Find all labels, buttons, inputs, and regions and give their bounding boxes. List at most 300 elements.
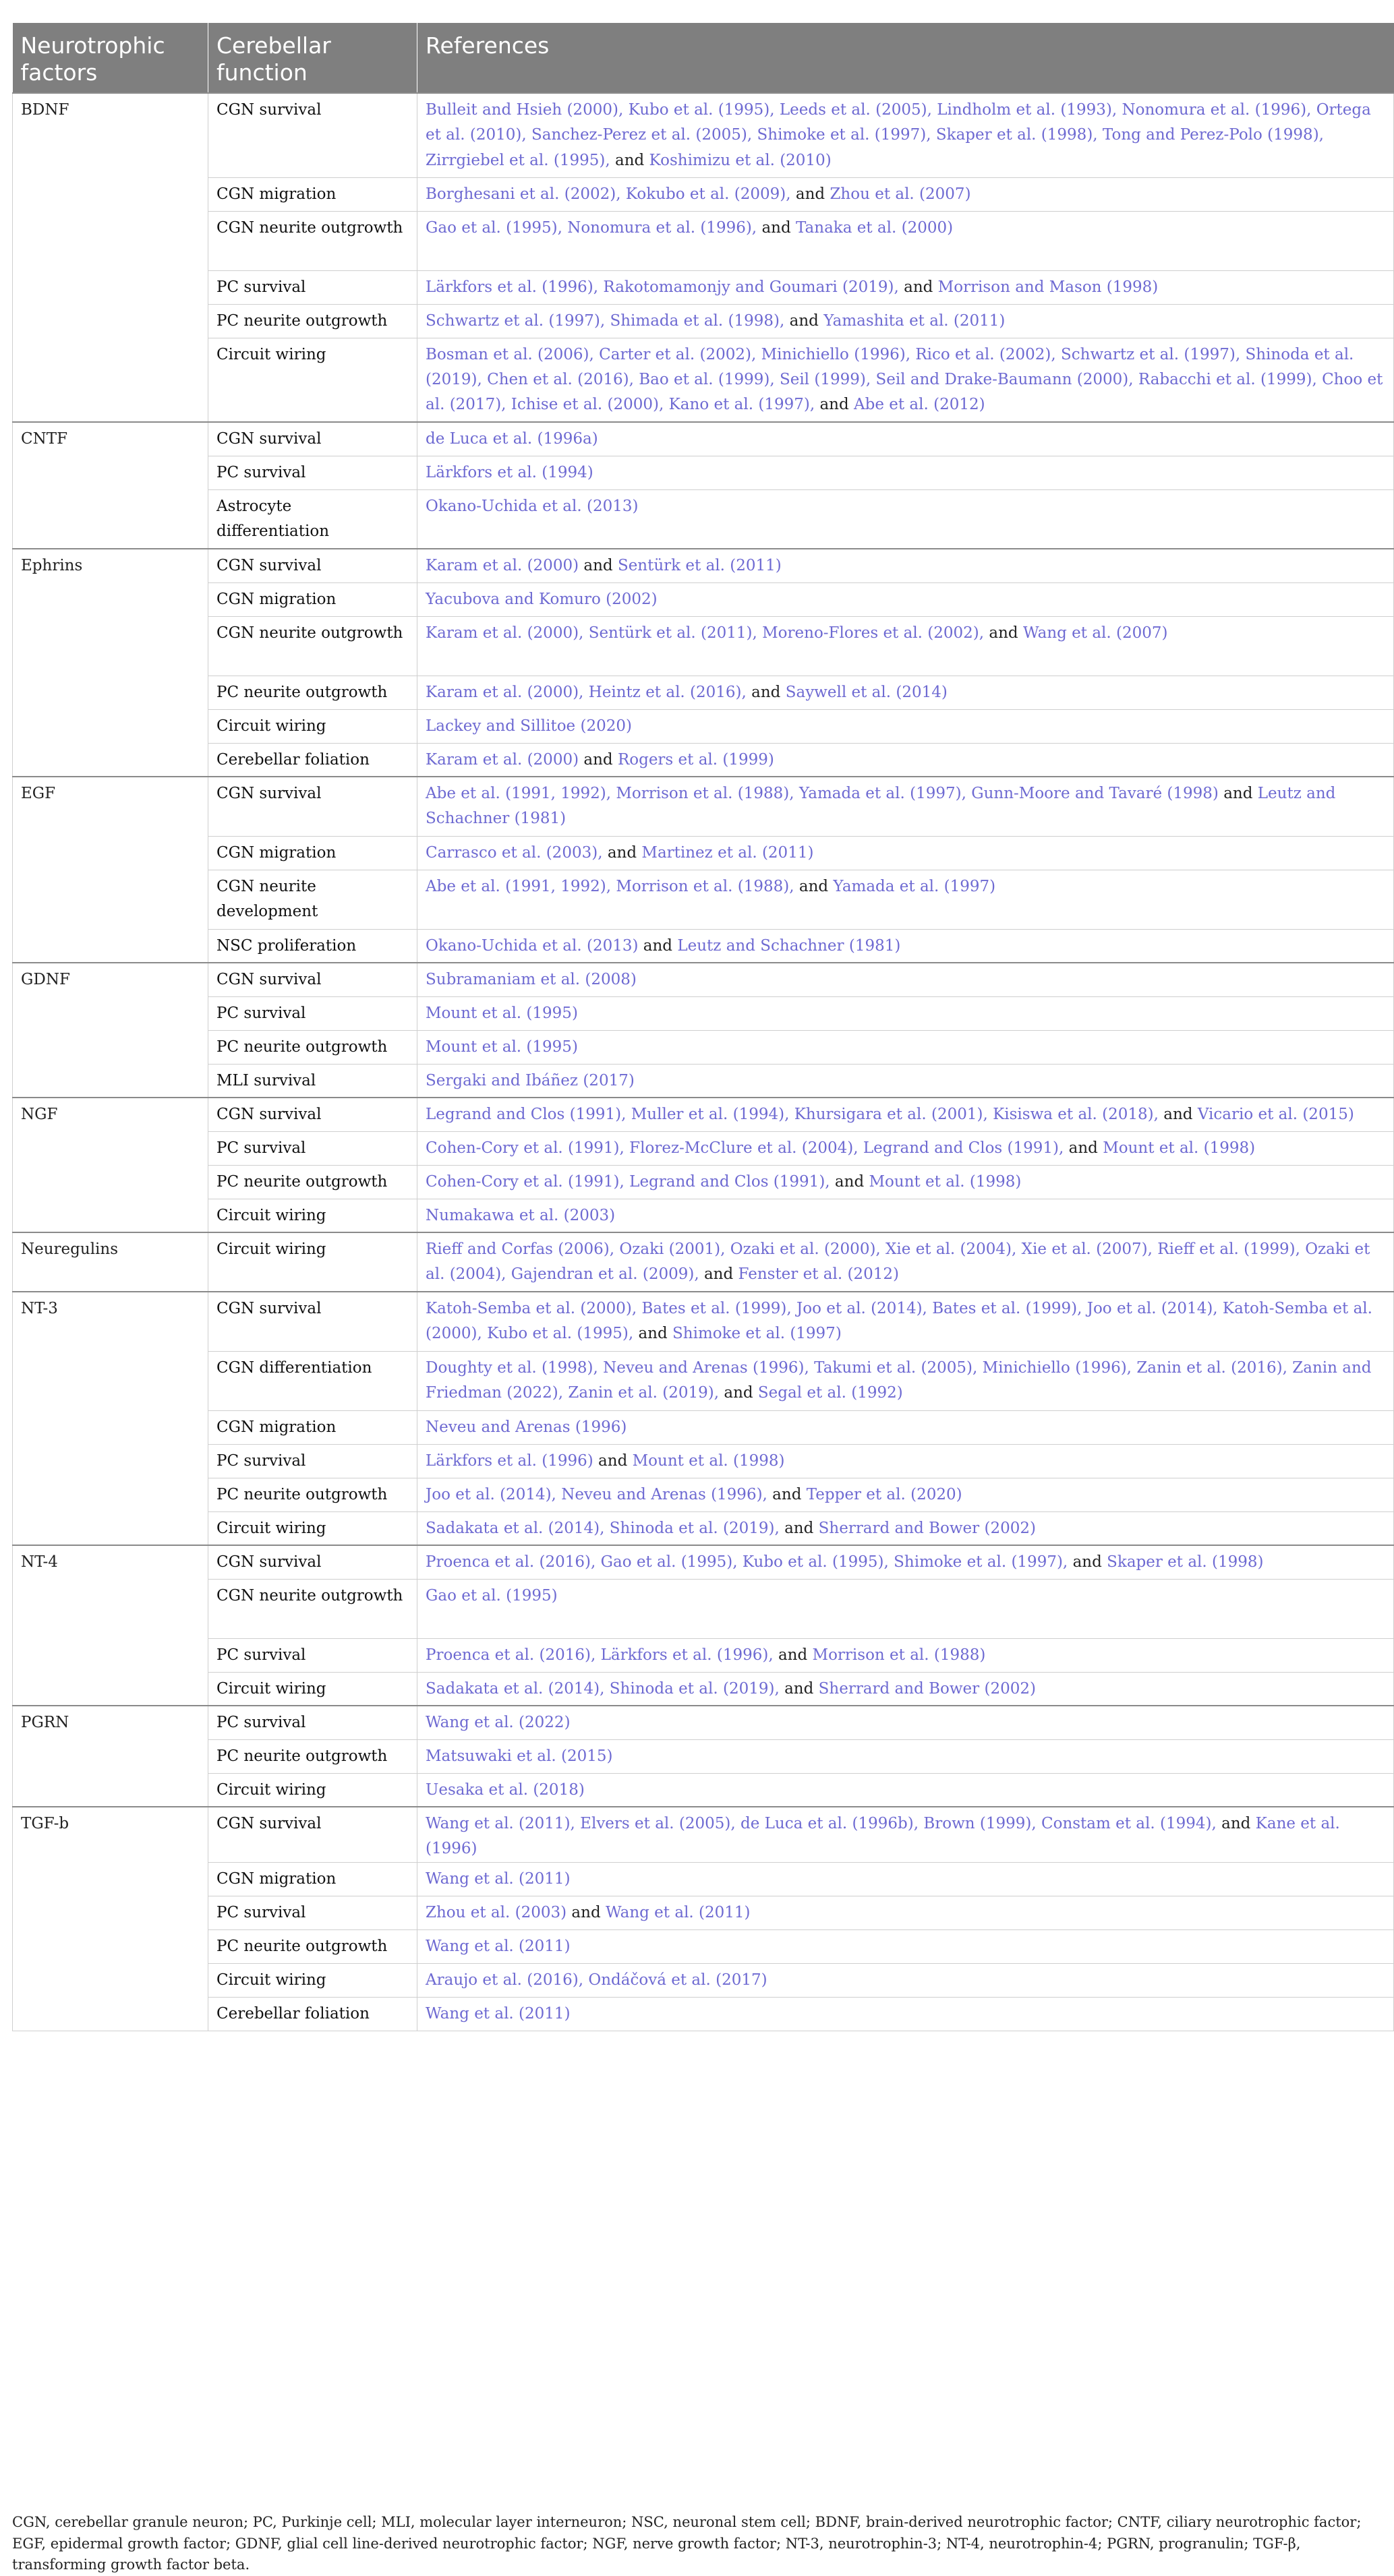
reference-link[interactable]: Gajendran et al. (2009), xyxy=(511,1265,699,1284)
references-table-container xyxy=(12,23,1393,2031)
table-row xyxy=(13,211,1394,270)
reference-link[interactable]: Lärkfors et al. (1996) xyxy=(426,1451,593,1470)
reference-link[interactable]: Wang et al. (2011) xyxy=(605,1903,751,1921)
table-row xyxy=(13,304,1394,338)
function-cell xyxy=(208,1131,417,1165)
function-cell xyxy=(208,270,417,304)
references-cell xyxy=(417,996,1394,1030)
reference-link[interactable]: Ondáčová et al. (2017) xyxy=(588,1971,767,1989)
references-cell xyxy=(417,549,1394,582)
factor-label: PGRN xyxy=(21,1714,69,1732)
references-cell xyxy=(417,1199,1394,1232)
reference-link[interactable]: Lärkfors et al. (1994) xyxy=(426,463,593,481)
reference-link[interactable]: Zirrgiebel et al. (1995), xyxy=(426,151,610,169)
reference-link[interactable]: Ichise et al. (2000), xyxy=(511,396,664,414)
references-cell xyxy=(417,1292,1394,1351)
references-cell xyxy=(417,676,1394,709)
reference-link[interactable]: de Luca et al. (1996a) xyxy=(426,430,598,448)
reference-link[interactable]: Schwartz et al. (1997), xyxy=(1061,345,1241,363)
reference-link[interactable]: Neveu and Arenas (1996) xyxy=(426,1418,627,1436)
reference-link[interactable]: Abe et al. (2012) xyxy=(854,396,985,414)
reference-link[interactable]: Numakawa et al. (2003) xyxy=(426,1206,616,1224)
function-label: Circuit wiring xyxy=(216,1971,326,1989)
reference-link[interactable]: Segal et al. (1992) xyxy=(757,1383,903,1402)
factor-label: GDNF xyxy=(21,971,70,989)
table-row xyxy=(13,777,1394,836)
reference-link[interactable]: Abe et al. (1991, 1992), xyxy=(426,877,612,895)
function-label: Circuit wiring xyxy=(216,1240,326,1259)
reference-link[interactable]: Proenca et al. (2016), xyxy=(426,1553,596,1571)
reference-link[interactable]: Xie et al. (2007), xyxy=(1021,1240,1153,1259)
function-cell xyxy=(208,338,417,422)
reference-link[interactable]: Yacubova and Komuro (2002) xyxy=(426,590,658,608)
reference-link[interactable]: Mount et al. (1995) xyxy=(426,1038,578,1056)
reference-link[interactable]: Okano-Uchida et al. (2013) xyxy=(426,936,639,955)
reference-link[interactable]: Nonomura et al. (1996), xyxy=(567,218,757,237)
reference-link[interactable]: Rabacchi et al. (1999), xyxy=(1138,370,1317,388)
table-row xyxy=(13,1706,1394,1739)
factor-cell xyxy=(13,1706,208,1807)
reference-link[interactable]: Leutz and Schachner (1981) xyxy=(677,936,901,955)
reference-link[interactable]: Lärkfors et al. (1996), xyxy=(600,1646,774,1664)
connector-text: and xyxy=(751,683,786,701)
reference-link[interactable]: Choo et al. (2017), xyxy=(426,370,1383,414)
references-cell xyxy=(417,1997,1394,2031)
table-row xyxy=(13,1672,1394,1706)
reference-link[interactable]: Lindholm et al. (1993), xyxy=(937,101,1117,119)
reference-link[interactable]: Vicario et al. (2015) xyxy=(1197,1106,1354,1124)
connector-text: and xyxy=(784,1679,819,1698)
function-cell xyxy=(208,1030,417,1064)
function-cell xyxy=(208,777,417,836)
reference-link[interactable]: Leeds et al. (2005), xyxy=(779,101,932,119)
table-row xyxy=(13,1896,1394,1929)
reference-link[interactable]: Wang et al. (2011) xyxy=(426,2004,571,2023)
reference-link[interactable]: Lackey and Sillitoe (2020) xyxy=(426,717,632,735)
function-label: PC neurite outgrowth xyxy=(216,311,388,330)
function-cell xyxy=(208,1232,417,1292)
reference-link[interactable]: Carrasco et al. (2003), xyxy=(426,843,603,862)
reference-link[interactable]: Xie et al. (2004), xyxy=(885,1240,1017,1259)
reference-link[interactable]: Shinoda et al. (2019), xyxy=(426,345,1354,388)
function-cell xyxy=(208,836,417,870)
reference-link[interactable]: Legrand and Clos (1991), xyxy=(426,1106,627,1124)
function-cell xyxy=(208,1444,417,1478)
function-label: CGN migration xyxy=(216,1869,337,1888)
function-cell xyxy=(208,963,417,996)
reference-link[interactable]: Minichiello (1996), xyxy=(761,345,911,363)
reference-link[interactable]: Kano et al. (1997), xyxy=(668,396,815,414)
connector-text: and xyxy=(761,218,796,237)
reference-link[interactable]: Rieff and Corfas (2006), xyxy=(426,1240,615,1259)
factor-cell xyxy=(13,549,208,777)
reference-link[interactable]: Constam et al. (1994), xyxy=(1041,1815,1217,1833)
function-label: PC survival xyxy=(216,1451,306,1470)
reference-link[interactable]: Okano-Uchida et al. (2013) xyxy=(426,497,639,515)
reference-link[interactable]: Kane et al. (1996) xyxy=(426,1815,1340,1858)
function-label: PC neurite outgrowth xyxy=(216,1937,388,1955)
references-cell xyxy=(417,1862,1394,1896)
function-label: Cerebellar foliation xyxy=(216,2004,370,2023)
reference-link[interactable]: Araujo et al. (2016), xyxy=(426,1971,584,1989)
table-row xyxy=(13,1478,1394,1511)
reference-link[interactable]: Koshimizu et al. (2010) xyxy=(649,151,832,169)
reference-link[interactable]: Tong and Perez-Polo (1998), xyxy=(1102,126,1324,144)
reference-link[interactable]: Neveu and Arenas (1996), xyxy=(561,1485,767,1503)
function-cell xyxy=(208,422,417,456)
reference-link[interactable]: Bulleit and Hsieh (2000), xyxy=(426,101,624,119)
function-cell xyxy=(208,1896,417,1929)
reference-link[interactable]: Gunn-Moore and Tavaré (1998) xyxy=(971,785,1219,803)
factor-label: BDNF xyxy=(21,101,69,119)
factor-label: CNTF xyxy=(21,430,68,448)
function-cell xyxy=(208,1511,417,1545)
function-label: CGN neurite outgrowth xyxy=(216,218,403,237)
reference-link[interactable]: Wang et al. (2022) xyxy=(426,1714,571,1732)
function-label: CGN neurite development xyxy=(216,877,318,920)
connector-text: and xyxy=(724,1383,758,1402)
reference-link[interactable]: Khursigara et al. (2001), xyxy=(794,1106,988,1124)
reference-link[interactable]: Neveu and Arenas (1996), xyxy=(603,1358,809,1377)
reference-link[interactable]: Yamada et al. (1997), xyxy=(798,785,966,803)
reference-link[interactable]: Wang et al. (2011) xyxy=(426,1937,571,1955)
function-label: CGN migration xyxy=(216,185,337,203)
reference-link[interactable]: Morrison et al. (1988) xyxy=(812,1646,986,1664)
table-row xyxy=(13,836,1394,870)
reference-link[interactable]: Katoh-Semba et al. (2000), xyxy=(426,1300,637,1318)
reference-link[interactable]: Zhou et al. (2003) xyxy=(426,1903,567,1921)
table-row xyxy=(13,338,1394,422)
reference-link[interactable]: Kisiswa et al. (2018), xyxy=(993,1106,1159,1124)
reference-link[interactable]: Muller et al. (1994), xyxy=(631,1106,790,1124)
reference-link[interactable]: Mount et al. (1998) xyxy=(869,1172,1022,1191)
connector-text: and xyxy=(798,877,834,895)
connector-text: and xyxy=(904,278,938,296)
reference-link[interactable]: Rogers et al. (1999) xyxy=(617,750,774,769)
table-row xyxy=(13,549,1394,582)
function-label: CGN survival xyxy=(216,971,322,989)
references-cell xyxy=(417,338,1394,422)
factor-cell xyxy=(13,963,208,1098)
reference-link[interactable]: Kokubo et al. (2009), xyxy=(625,185,791,203)
function-label: CGN neurite outgrowth xyxy=(216,1586,403,1605)
reference-link[interactable]: Zanin et al. (2016), xyxy=(1136,1358,1287,1377)
reference-link[interactable]: Bosman et al. (2006), xyxy=(426,345,594,363)
function-cell xyxy=(208,1292,417,1351)
function-cell xyxy=(208,1706,417,1739)
reference-link[interactable]: Subramaniam et al. (2008) xyxy=(426,971,637,989)
function-cell xyxy=(208,1545,417,1579)
reference-link[interactable]: Brown (1999), xyxy=(923,1815,1037,1833)
reference-link[interactable]: Sentürk et al. (2011), xyxy=(588,624,757,642)
reference-link[interactable]: Zanin et al. (2019), xyxy=(568,1383,720,1402)
reference-link[interactable]: Moreno-Flores et al. (2002), xyxy=(762,624,985,642)
function-label: PC survival xyxy=(216,1139,306,1157)
reference-link[interactable]: Tepper et al. (2020) xyxy=(806,1485,962,1503)
reference-link[interactable]: Shimoke et al. (1997), xyxy=(757,126,931,144)
references-cell xyxy=(417,1579,1394,1638)
reference-link[interactable]: Bao et al. (1999), xyxy=(639,370,775,388)
reference-link[interactable]: Ortega et al. (2010), xyxy=(426,101,1371,144)
references-cell xyxy=(417,93,1394,177)
reference-link[interactable]: Doughty et al. (1998), xyxy=(426,1358,598,1377)
references-cell xyxy=(417,929,1394,963)
reference-link[interactable]: Ozaki et al. (2004), xyxy=(426,1240,1370,1284)
reference-link[interactable]: Bates et al. (1999), xyxy=(932,1300,1082,1318)
table-row xyxy=(13,1165,1394,1199)
table-row xyxy=(13,1579,1394,1638)
reference-link[interactable]: Mount et al. (1995) xyxy=(426,1004,578,1022)
reference-link[interactable]: Mount et al. (1998) xyxy=(632,1451,785,1470)
connector-text: and xyxy=(795,185,830,203)
function-cell xyxy=(208,1807,417,1862)
reference-link[interactable]: Lärkfors et al. (1996), xyxy=(426,278,599,296)
function-label: MLI survival xyxy=(216,1071,316,1089)
reference-link[interactable]: Sentürk et al. (2011) xyxy=(617,557,782,575)
reference-link[interactable]: Rico et al. (2002), xyxy=(915,345,1056,363)
reference-link[interactable]: Zanin and Friedman (2022), xyxy=(426,1358,1372,1402)
function-label: CGN survival xyxy=(216,101,322,119)
reference-link[interactable]: Skaper et al. (1998) xyxy=(1107,1553,1264,1571)
function-label: PC neurite outgrowth xyxy=(216,1038,388,1056)
function-label: CGN survival xyxy=(216,785,322,803)
reference-link[interactable]: Nonomura et al. (1996), xyxy=(1122,101,1312,119)
reference-link[interactable]: Ozaki et al. (2000), xyxy=(730,1240,881,1259)
references-cell xyxy=(417,1807,1394,1862)
function-cell xyxy=(208,996,417,1030)
function-cell xyxy=(208,743,417,777)
reference-link[interactable]: Cohen-Cory et al. (1991), xyxy=(426,1139,625,1157)
table-row xyxy=(13,1098,1394,1131)
function-label: PC survival xyxy=(216,1646,306,1664)
references-cell xyxy=(417,1410,1394,1444)
reference-link[interactable]: Legrand and Clos (1991), xyxy=(629,1172,830,1191)
references-cell xyxy=(417,1351,1394,1410)
reference-link[interactable]: Seil (1999), xyxy=(779,370,871,388)
reference-link[interactable]: Kubo et al. (1995), xyxy=(628,101,775,119)
function-label: Circuit wiring xyxy=(216,1780,326,1799)
function-cell xyxy=(208,616,417,676)
reference-link[interactable]: Kubo et al. (1995), xyxy=(742,1553,889,1571)
references-cell xyxy=(417,1064,1394,1098)
table-row xyxy=(13,582,1394,616)
factor-cell xyxy=(13,1292,208,1545)
connector-text: and xyxy=(607,843,642,862)
reference-link[interactable]: Elvers et al. (2005), xyxy=(580,1815,736,1833)
connector-text: and xyxy=(1163,1106,1198,1124)
table-row xyxy=(13,456,1394,489)
reference-link[interactable]: Proenca et al. (2016), xyxy=(426,1646,596,1664)
references-cell xyxy=(417,963,1394,996)
reference-link[interactable]: Shimoke et al. (1997), xyxy=(894,1553,1068,1571)
references-cell xyxy=(417,177,1394,211)
reference-link[interactable]: Sadakata et al. (2014), xyxy=(426,1519,605,1537)
function-label: CGN migration xyxy=(216,843,337,862)
reference-link[interactable]: Wang et al. (2007) xyxy=(1022,624,1168,642)
reference-link[interactable]: Morrison et al. (1988), xyxy=(616,785,794,803)
reference-link[interactable]: Karam et al. (2000), xyxy=(426,683,584,701)
reference-link[interactable]: Sherrard and Bower (2002) xyxy=(818,1679,1036,1698)
references-cell xyxy=(417,1511,1394,1545)
reference-link[interactable]: Karam et al. (2000), xyxy=(426,624,584,642)
reference-link[interactable]: Yamashita et al. (2011) xyxy=(823,311,1006,330)
function-cell xyxy=(208,1773,417,1807)
references-cell xyxy=(417,777,1394,836)
references-cell xyxy=(417,456,1394,489)
function-label: PC neurite outgrowth xyxy=(216,1747,388,1765)
reference-link[interactable]: Takumi et al. (2005), xyxy=(814,1358,978,1377)
connector-text: and xyxy=(638,1325,673,1343)
references-cell xyxy=(417,616,1394,676)
references-cell xyxy=(417,1706,1394,1739)
reference-link[interactable]: Matsuwaki et al. (2015) xyxy=(426,1747,613,1765)
table-row xyxy=(13,1064,1394,1098)
function-cell xyxy=(208,1672,417,1706)
function-label: CGN survival xyxy=(216,1815,322,1833)
reference-link[interactable]: Kubo et al. (1995), xyxy=(487,1325,634,1343)
connector-text: and xyxy=(614,151,649,169)
function-label: Astrocyte differentiation xyxy=(216,497,330,540)
neurotrophic-factors-table xyxy=(12,23,1394,2031)
table-row xyxy=(13,1351,1394,1410)
factor-cell xyxy=(13,422,208,549)
function-cell xyxy=(208,709,417,743)
reference-link[interactable]: Skaper et al. (1998), xyxy=(935,126,1098,144)
reference-link[interactable]: Shimada et al. (1998), xyxy=(610,311,785,330)
table-row xyxy=(13,1511,1394,1545)
table-row xyxy=(13,963,1394,996)
reference-link[interactable]: Tanaka et al. (2000) xyxy=(796,218,954,237)
function-cell xyxy=(208,1963,417,1997)
reference-link[interactable]: Mount et al. (1998) xyxy=(1103,1139,1256,1157)
reference-link[interactable]: Leutz and Schachner (1981) xyxy=(426,785,1336,828)
reference-link[interactable]: Martinez et al. (2011) xyxy=(641,843,814,862)
reference-link[interactable]: Borghesani et al. (2002), xyxy=(426,185,621,203)
reference-link[interactable]: Schwartz et al. (1997), xyxy=(426,311,606,330)
reference-link[interactable]: Florez-McClure et al. (2004), xyxy=(629,1139,859,1157)
reference-link[interactable]: Morrison et al. (1988), xyxy=(616,877,794,895)
reference-link[interactable]: Sergaki and Ibáñez (2017) xyxy=(426,1071,635,1089)
references-cell xyxy=(417,1739,1394,1773)
reference-link[interactable]: Abe et al. (1991, 1992), xyxy=(426,785,612,803)
table-row xyxy=(13,489,1394,549)
table-row xyxy=(13,743,1394,777)
references-cell xyxy=(417,1773,1394,1807)
table-row xyxy=(13,177,1394,211)
reference-link[interactable]: Wang et al. (2011), xyxy=(426,1815,575,1833)
function-cell xyxy=(208,549,417,582)
reference-link[interactable]: Uesaka et al. (2018) xyxy=(426,1780,585,1799)
function-cell xyxy=(208,582,417,616)
reference-link[interactable]: Wang et al. (2011) xyxy=(426,1869,571,1888)
factor-cell xyxy=(13,93,208,422)
table-row xyxy=(13,996,1394,1030)
function-cell xyxy=(208,1199,417,1232)
reference-link[interactable]: Shimoke et al. (1997) xyxy=(672,1325,842,1343)
table-row xyxy=(13,616,1394,676)
reference-link[interactable]: Shinoda et al. (2019), xyxy=(609,1679,780,1698)
reference-link[interactable]: Zhou et al. (2007) xyxy=(830,185,971,203)
function-label: Circuit wiring xyxy=(216,1679,326,1698)
reference-link[interactable]: Rieff et al. (1999), xyxy=(1157,1240,1300,1259)
reference-link[interactable]: Saywell et al. (2014) xyxy=(785,683,948,701)
function-label: CGN migration xyxy=(216,590,337,608)
factor-cell xyxy=(13,777,208,963)
reference-link[interactable]: Joo et al. (2014), xyxy=(796,1300,927,1318)
reference-link[interactable]: Sadakata et al. (2014), xyxy=(426,1679,605,1698)
function-cell xyxy=(208,1739,417,1773)
factor-label: Neuregulins xyxy=(21,1240,119,1259)
table-row xyxy=(13,1963,1394,1997)
connector-text: and xyxy=(784,1519,819,1537)
table-row xyxy=(13,270,1394,304)
references-cell xyxy=(417,1131,1394,1165)
function-cell xyxy=(208,177,417,211)
header-cerebellar-function: Cerebellar function xyxy=(208,23,417,93)
reference-link[interactable]: Cohen-Cory et al. (1991), xyxy=(426,1172,625,1191)
factor-cell xyxy=(13,1098,208,1232)
reference-link[interactable]: Rakotomamonjy and Goumari (2019), xyxy=(603,278,899,296)
connector-text: and xyxy=(1072,1553,1107,1571)
references-cell xyxy=(417,582,1394,616)
function-label: CGN migration xyxy=(216,1418,337,1436)
reference-link[interactable]: Legrand and Clos (1991), xyxy=(863,1139,1064,1157)
table-row xyxy=(13,1030,1394,1064)
factor-label: TGF-b xyxy=(21,1815,69,1833)
function-cell xyxy=(208,1064,417,1098)
reference-link[interactable]: Ozaki (2001), xyxy=(619,1240,726,1259)
reference-link[interactable]: Fenster et al. (2012) xyxy=(738,1265,899,1284)
connector-text: and xyxy=(1218,785,1258,803)
reference-link[interactable]: Heintz et al. (2016), xyxy=(588,683,747,701)
reference-link[interactable]: Joo et al. (2014), xyxy=(1086,1300,1218,1318)
references-cell xyxy=(417,1232,1394,1292)
reference-link[interactable]: de Luca et al. (1996b), xyxy=(740,1815,919,1833)
reference-link[interactable]: Joo et al. (2014), xyxy=(426,1485,556,1503)
reference-link[interactable]: Katoh-Semba et al. (2000), xyxy=(426,1300,1372,1343)
function-label: PC neurite outgrowth xyxy=(216,1485,388,1503)
function-label: PC neurite outgrowth xyxy=(216,683,388,701)
references-cell xyxy=(417,1896,1394,1929)
references-cell xyxy=(417,422,1394,456)
reference-link[interactable]: Gao et al. (1995) xyxy=(426,1586,558,1605)
function-label: PC survival xyxy=(216,1903,306,1921)
reference-link[interactable]: Sherrard and Bower (2002) xyxy=(818,1519,1036,1537)
table-body xyxy=(13,93,1394,2031)
reference-link[interactable]: Bates et al. (1999), xyxy=(641,1300,792,1318)
reference-link[interactable]: Chen et al. (2016), xyxy=(487,370,634,388)
reference-link[interactable]: Karam et al. (2000) xyxy=(426,557,579,575)
reference-link[interactable]: Gao et al. (1995), xyxy=(600,1553,738,1571)
reference-link[interactable]: Karam et al. (2000) xyxy=(426,750,579,769)
function-label: CGN survival xyxy=(216,557,322,575)
reference-link[interactable]: Carter et al. (2002), xyxy=(599,345,757,363)
function-label: Circuit wiring xyxy=(216,717,326,735)
table-row xyxy=(13,1199,1394,1232)
factor-cell xyxy=(13,1232,208,1292)
reference-link[interactable]: Gao et al. (1995), xyxy=(426,218,562,237)
function-label: PC neurite outgrowth xyxy=(216,1172,388,1191)
reference-link[interactable]: Morrison and Mason (1998) xyxy=(937,278,1159,296)
reference-link[interactable]: Sanchez-Perez et al. (2005), xyxy=(531,126,753,144)
reference-link[interactable]: Yamada et al. (1997) xyxy=(833,877,996,895)
reference-link[interactable]: Shinoda et al. (2019), xyxy=(609,1519,780,1537)
connector-text: and xyxy=(567,1903,606,1921)
reference-link[interactable]: Seil and Drake-Baumann (2000), xyxy=(875,370,1134,388)
factor-label: NGF xyxy=(21,1106,58,1124)
function-label: CGN survival xyxy=(216,430,322,448)
reference-link[interactable]: Minichiello (1996), xyxy=(982,1358,1132,1377)
